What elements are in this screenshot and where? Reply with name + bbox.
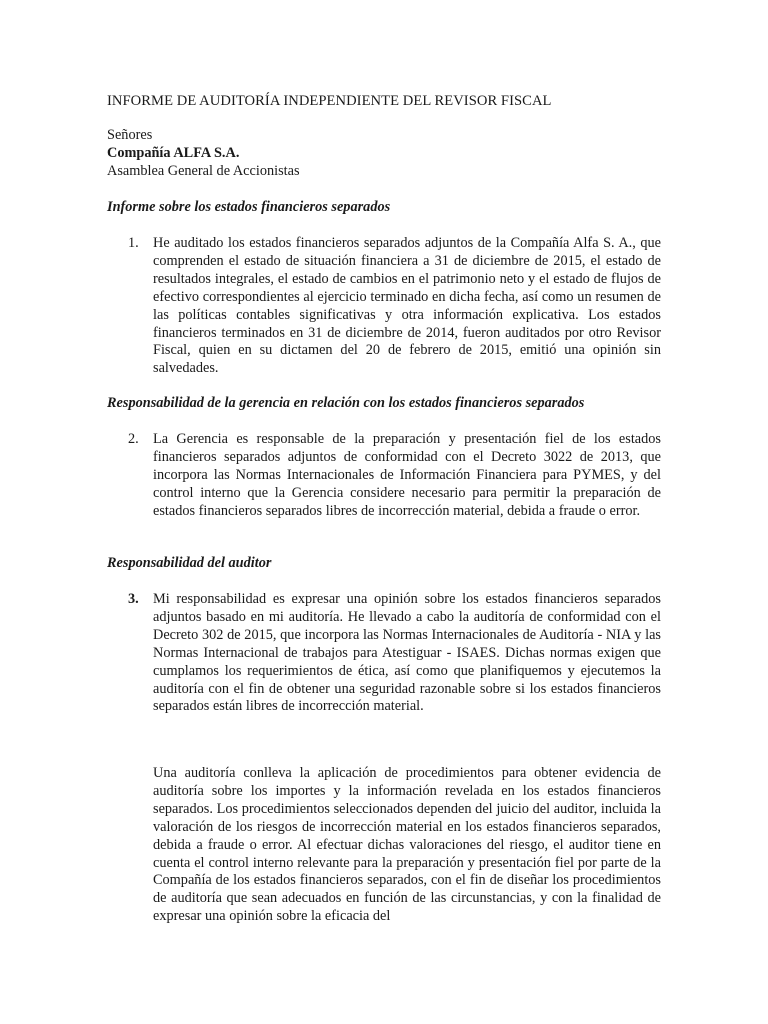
addressee-block (107, 127, 300, 181)
section-heading-management-responsibility: Responsabilidad de la gerencia en relación con los estados financieros separados (107, 395, 585, 411)
salutation: Señores (107, 127, 153, 143)
paragraph-1 (128, 235, 661, 378)
section-heading-auditor-responsibility: Responsabilidad del auditor (107, 555, 272, 571)
company-name: Compañía ALFA S.A. (107, 145, 240, 161)
paragraph-text: Mi responsabilidad es expresar una opinión sobre los estados financieros separados adjuntos basado en mi auditoría. He llevado a cabo la auditoría de conformidad con el Decreto 302 de 2015, que incorpora las Normas Internacionales de Auditoría - NIA y las Normas Internacional de trabajos para Atestiguar - ISAES. Dichas normas exigen que cumplamos los requerimientos de ética, así como que planifiquemos y ejecutemos la auditoría con el fin de obtener una seguridad razonable sobre si los estados financieros separados están libres de incorrección material. (153, 591, 661, 715)
paragraph-number: 2. (128, 431, 139, 447)
document-title: INFORME DE AUDITORÍA INDEPENDIENTE DEL REVISOR FISCAL (107, 93, 552, 109)
assembly-name: Asamblea General de Accionistas (107, 163, 300, 179)
paragraph-number: 1. (128, 235, 139, 251)
paragraph-number: 3. (128, 591, 139, 607)
paragraph-text: He auditado los estados financieros separados adjuntos de la Compañía Alfa S. A., que comprenden el estado de situación financiera a 31 de diciembre de 2015, el estado de resultados integrales, el estado de cambios en el patrimonio neto y el estado de flujos de efectivo correspondientes al ejercicio terminado en dicha fecha, así como un resumen de las políticas contables significativas y otra información explicativa. Los estados financieros terminados en 31 de diciembre de 2014, fueron auditados por otro Revisor Fiscal, quien en su dictamen del 20 de febrero de 2015, emitió una opinión sin salvedades. (153, 235, 661, 377)
paragraph-3 (128, 591, 661, 716)
section-heading-financial-statements: Informe sobre los estados financieros separados (107, 199, 391, 215)
paragraph-text: La Gerencia es responsable de la preparación y presentación fiel de los estados financieros separados adjuntos de conformidad con el Decreto 3022 de 2013, que incorpora las Normas Internacionales de Información Financiera para PYMES, y del control interno que la Gerencia considere necesario para permitir la preparación de estados financieros separados libres de incorrección material, debida a fraude o error. (153, 431, 661, 519)
paragraph-2 (128, 431, 661, 521)
paragraph-3-continuation: Una auditoría conlleva la aplicación de procedimientos para obtener evidencia de auditoría sobre los importes y la información revelada en los estados financieros separados. Los procedimientos seleccionados dependen del juicio del auditor, incluida la valoración de los riesgos de incorrección material en los estados financieros separados, debida a fraude o error. Al efectuar dichas valoraciones del riesgo, el auditor tiene en cuenta el control interno relevante para la preparación y presentación fiel por parte de la Compañía de los estados financieros separados, con el fin de diseñar los procedimientos de auditoría que sean adecuados en función de las circunstancias, y con la finalidad de expresar una opinión sobre la eficacia del (153, 765, 661, 925)
